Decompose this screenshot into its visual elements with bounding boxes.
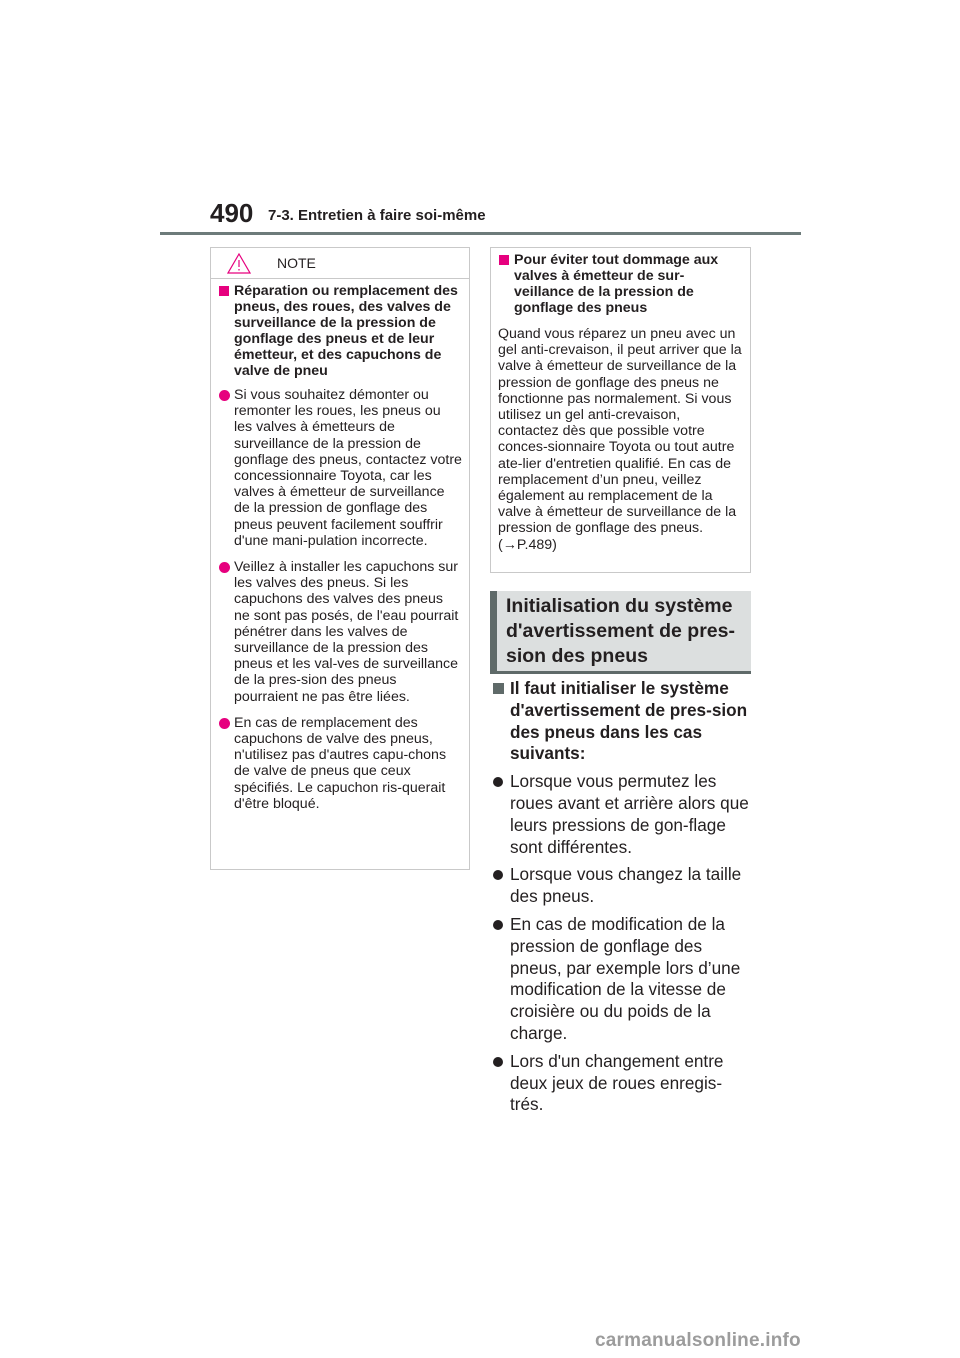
note-header [211, 248, 469, 279]
note-bullet [218, 387, 462, 549]
valve-damage-body: Quand vous réparez un pneu avec un gel anti-crevaison, il peut arriver que la valve à émetteur de surveillance de la pression de gonflage des pneus ne fonctionne pas normalement. Si vous utilisez un gel anti-crevaison, contactez dès que possible votre conces-sionnaire Toyota ou tout autre ate-lier d'entretien qualifié. En cas de remplacement d’un pneu, veillez également au remplacement de la valve à émetteur de surveillance de la pression de gonflage des pneus. (→P.489) [498, 326, 742, 553]
init-section-heading [490, 591, 751, 671]
square-bullet-icon [499, 255, 509, 265]
valve-damage-title-text: Pour éviter tout dommage aux valves à émetteur de sur-veillance de la pression de gonflage des pneus [514, 252, 719, 316]
main-subtitle-text: Il faut initialiser le système d'avertissement de pres-sion des pneus dans les cas suivants: [510, 678, 748, 764]
round-bullet-icon [493, 870, 503, 880]
round-bullet-icon [219, 718, 230, 729]
init-section-title: Initialisation du système d'avertissement de pres-sion des pneus [506, 595, 735, 667]
valve-damage-box [490, 247, 751, 573]
note-bullet-text: En cas de remplacement des capuchons de valve des pneus, n'utilisez pas d'autres capu-chons de valve de pneus que ceux spécifiés. Le capuchon ris-querait d'être bloqué. [234, 714, 447, 812]
round-bullet-icon [493, 777, 503, 787]
header-divider [160, 232, 801, 235]
main-bullet-text: Lors d'un changement entre deux jeux de roues enregis-trés. [510, 1050, 724, 1115]
main-bullet [492, 914, 754, 1045]
round-bullet-icon [493, 1057, 503, 1067]
main-bullet [492, 1051, 754, 1116]
note-bullet-text: Si vous souhaitez démonter ou remonter les roues, les pneus ou les valves à émetteurs de surveillance de la pression de gonflage des pneus, contactez votre concessionnaire Toyota, car les valves à émetteur de surveillance de la pression de gonflage des pneus peuvent facilement souffrir d'une mani-pulation incorrecte. [234, 387, 462, 549]
note-box [210, 247, 470, 870]
section-title: 7-3. Entretien à faire soi-même [268, 207, 486, 224]
page-number: 490 [210, 198, 254, 228]
heading-underline [490, 671, 751, 674]
note-bullet-text: Veillez à installer les capuchons sur les valves des pneus. Si les capuchons des valves des pneus ne sont pas posés, de l'eau pourrait pénétrer dans les valves de surveillance de la pression des pneus et les val-ves de surveillance de la pres-sion des pneus pourraient ne pas être liées. [234, 559, 459, 705]
main-content [492, 678, 754, 1122]
note-bullet [218, 559, 462, 705]
warning-triangle-icon [227, 253, 251, 274]
main-subtitle [492, 678, 754, 765]
heading-accent-bar [490, 591, 497, 671]
watermark: carmanualsonline.info [595, 1330, 801, 1351]
round-bullet-icon [219, 562, 230, 573]
round-bullet-icon [219, 390, 230, 401]
main-bullet [492, 771, 754, 858]
main-bullet-text: Lorsque vous changez la taille des pneus. [510, 864, 742, 907]
valve-damage-title [498, 252, 743, 316]
main-bullet-text: Lorsque vous permutez les roues avant et arrière alors que leurs pressions de gon-flage sont différentes. [510, 771, 749, 857]
square-bullet-icon [493, 683, 504, 694]
round-bullet-icon [493, 920, 503, 930]
note-bullet [218, 715, 462, 812]
square-bullet-icon [219, 286, 229, 296]
main-bullet [492, 864, 754, 908]
note-subtitle [218, 283, 462, 379]
note-label: NOTE [277, 255, 316, 271]
main-bullet-text: En cas de modification de la pression de gonflage des pneus, par exemple lors d’une modification de la vitesse de croisière ou du poids de la charge. [510, 913, 741, 1043]
page-header [0, 0, 960, 240]
note-subtitle-text: Réparation ou remplacement des pneus, des roues, des valves de surveillance de la pression de gonflage des pneus et de leur émetteur, et des capuchons de valve de pneu [234, 283, 458, 379]
